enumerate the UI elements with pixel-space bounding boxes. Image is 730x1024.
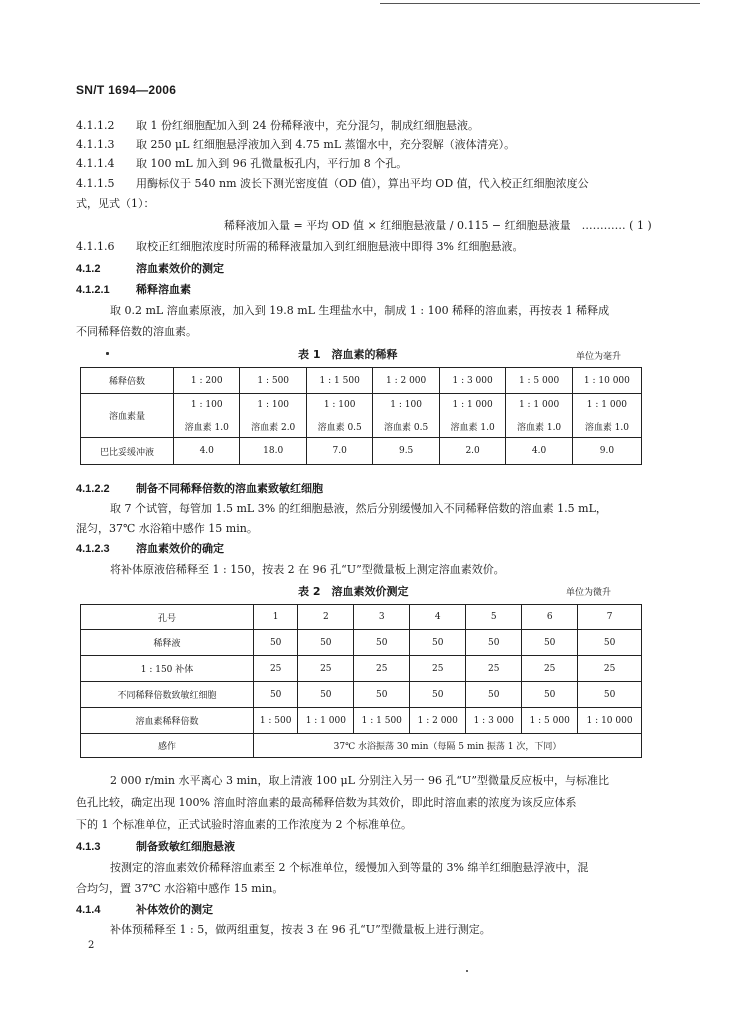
table-1-hemolysin-dilution [80, 367, 642, 465]
heading-4-1-2-3: 4.1.2.3 溶血素效价的确定 [76, 543, 224, 555]
table2-row-incubation: 感作 37℃ 水浴振荡 30 min（每隔 5 min 振荡 1 次，下同） [81, 734, 642, 758]
heading-4-1-2-1: 4.1.2.1 稀释溶血素 [76, 284, 191, 296]
table-2-hemolysin-titer [80, 604, 642, 758]
table1-row-buffer: 巴比妥缓冲液 4.0 18.0 7.0 9.5 2.0 4.0 9.0 [81, 438, 642, 465]
heading-4-1-4: 4.1.4 补体效价的测定 [76, 904, 213, 916]
para-4-1-3-b: 合均匀，置 37℃ 水浴箱中感作 15 min。 [76, 882, 284, 895]
para-4-1-2-2-a: 取 7 个试管，每管加 1.5 mL 3% 的红细胞悬液，然后分别缓慢加入不同稀释倍数的溶血素 1.5 mL， [110, 502, 607, 515]
para-4-1-2-1-b: 不同稀释倍数的溶血素。 [76, 325, 197, 338]
table2-row-dilution-factor: 溶血素稀释倍数 1 : 500 1 : 1 000 1 : 1 500 1 : 2 000 1 : 3 000 1 : 5 000 1 : 10 000 [81, 708, 642, 734]
para-after-table2-a: 2 000 r/min 水平离心 3 min，取上清液 100 μL 分别注入另一 96 孔“U”型微量反应板中，与标准比 [110, 774, 609, 787]
para-after-table2-b: 色孔比较，确定出现 100% 溶血时溶血素的最高稀释倍数为其效价，即此时溶血素的浓度为该反应体系 [76, 796, 577, 809]
scan-dot [466, 970, 468, 972]
table1-row-amount-bottom: 溶血素 1.0 溶血素 2.0 溶血素 0.5 溶血素 0.5 溶血素 1.0 溶血素 1.0 溶血素 1.0 [81, 416, 642, 438]
table1-row-header: 稀释倍数 [81, 368, 174, 394]
page-number: 2 [88, 940, 95, 951]
formula-1: 稀释液加入量 = 平均 OD 值 × 红细胞悬液量 / 0.115 − 红细胞悬液量 ………… ( 1 ) [224, 219, 652, 232]
heading-4-1-2-2: 4.1.2.2 制备不同稀释倍数的溶血素致敏红细胞 [76, 483, 323, 495]
clause-4-1-1-5: 4.1.1.5 用酶标仪于 540 nm 波长下测光密度值（OD 值），算出平均 OD 值，代入校正红细胞浓度公 [76, 177, 589, 190]
table2-row-sensitized-rbc: 不同稀释倍数致敏红细胞 50 50 50 50 50 50 50 [81, 682, 642, 708]
top-rule [380, 3, 700, 4]
table1-unit: 单位为毫升 [576, 352, 622, 362]
para-after-table2-c: 下的 1 个标准单位，正式试验时溶血素的工作浓度为 2 个标准单位。 [76, 818, 412, 831]
clause-4-1-1-2: 4.1.1.2 取 1 份红细胞配加入到 24 份稀释液中，充分混匀，制成红细胞悬液。 [76, 119, 479, 132]
standard-number: SN/T 1694—2006 [76, 83, 177, 97]
table2-row-diluent: 稀释液 50 50 50 50 50 50 50 [81, 630, 642, 656]
table1-row-amount-top: 溶血素量 1 : 100 1 : 100 1 : 100 1 : 100 1 : 1 000 1 : 1 000 1 : 1 000 [81, 394, 642, 416]
heading-4-1-3: 4.1.3 制备致敏红细胞悬液 [76, 841, 235, 853]
table1-row-dilution: 稀释倍数 1 : 200 1 : 500 1 : 1 500 1 : 2 000 1 : 3 000 1 : 5 000 1 : 10 000 [81, 368, 642, 394]
table2-row-holes: 孔号 1 2 3 4 5 6 7 [81, 605, 642, 630]
para-4-1-3-a: 按测定的溶血素效价稀释溶血素至 2 个标准单位，缓慢加入到等量的 3% 绵羊红细胞悬浮液中，混 [110, 861, 589, 874]
heading-4-1-2: 4.1.2 溶血素效价的测定 [76, 263, 224, 275]
table1-caption: 表 1 溶血素的稀释 [298, 348, 398, 361]
table2-col-header: 孔号 [81, 605, 254, 630]
scan-dot [106, 352, 109, 355]
para-4-1-4: 补体预稀释至 1 : 5，做两组重复，按表 3 在 96 孔“U”型微量板上进行测定。 [110, 923, 491, 936]
para-4-1-2-3: 将补体原液倍稀释至 1 : 150，按表 2 在 96 孔“U”型微量板上测定溶血素效价。 [110, 563, 505, 576]
table2-unit: 单位为微升 [566, 588, 612, 598]
clause-4-1-1-5-cont: 式，见式（1）： [76, 197, 155, 210]
table2-caption: 表 2 溶血素效价测定 [298, 585, 409, 598]
table2-row-complement: 1 : 150 补体 25 25 25 25 25 25 25 [81, 656, 642, 682]
para-4-1-2-1-a: 取 0.2 mL 溶血素原液，加入到 19.8 mL 生理盐水中，制成 1 : 100 稀释的溶血素，再按表 1 稀释成 [110, 304, 610, 317]
clause-4-1-1-3: 4.1.1.3 取 250 μL 红细胞悬浮液加入到 4.75 mL 蒸馏水中，充分裂解（液体清亮）。 [76, 138, 516, 151]
clause-4-1-1-4: 4.1.1.4 取 100 mL 加入到 96 孔微量板孔内，平行加 8 个孔。 [76, 157, 408, 170]
table1-row-header: 巴比妥缓冲液 [81, 438, 174, 465]
clause-4-1-1-6: 4.1.1.6 取校正红细胞浓度时所需的稀释液量加入到红细胞悬液中即得 3% 红细胞悬液。 [76, 240, 524, 253]
table1-row-header: 溶血素量 [81, 394, 174, 438]
para-4-1-2-2-b: 混匀，37℃ 水浴箱中感作 15 min。 [76, 522, 258, 535]
